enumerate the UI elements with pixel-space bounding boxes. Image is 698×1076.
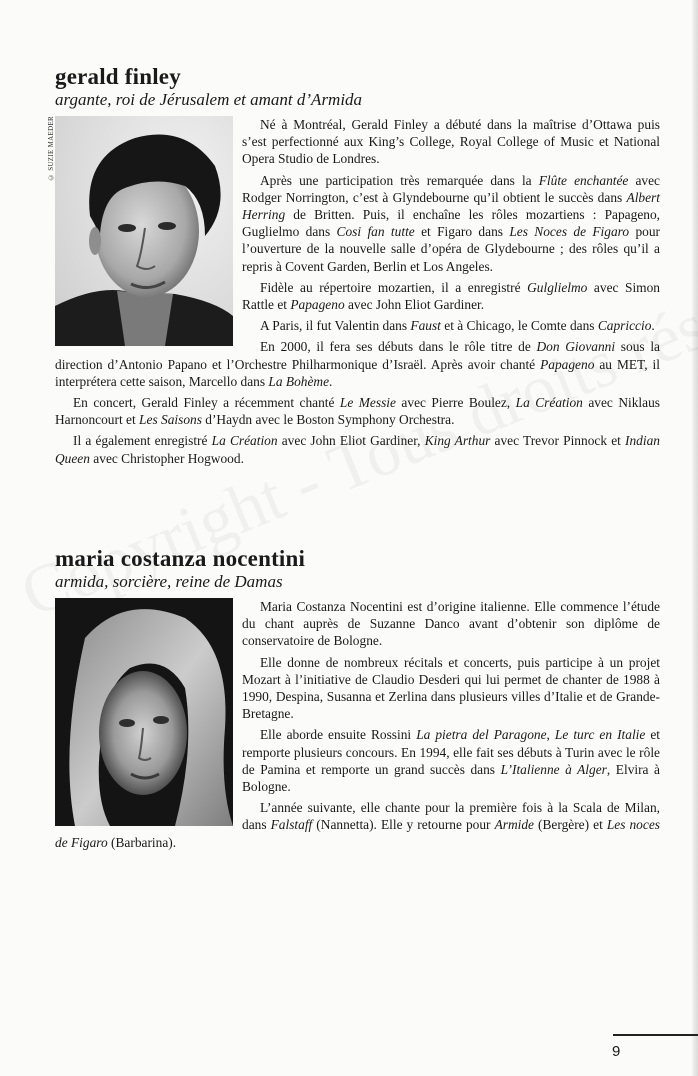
finley-bio bbox=[47, 116, 661, 467]
nocentini-role: armida, sorcière, reine de Damas bbox=[55, 572, 283, 591]
finley-section bbox=[47, 64, 661, 471]
nocentini-portrait-image bbox=[55, 598, 233, 826]
nocentini-section bbox=[55, 546, 660, 855]
finley-photo bbox=[47, 116, 233, 346]
finley-paragraph-3: Fidèle au répertoire mozartien, il a enregistré Gulglielmo avec Simon Rattle et Papageno avec John Eliot Gardiner. bbox=[242, 279, 660, 313]
finley-paragraph-2: Après une participation très remarquée dans la Flûte enchantée avec Rodger Norrington, c’est à Glyndebourne qu’il obtient le succès dans Albert Herring de Britten. Puis, il enchaîne les rôles mozartiens : Papageno, Guglielmo dans Cosi fan tutte et Figaro dans Les Noces de Figaro pour l’ouverture de la nouvelle salle d’opéra de Glydebourne ; des rôles qu’il a repris à Covent Garden, Berlin et Los Angeles. bbox=[242, 172, 661, 274]
finley-name: gerald finley bbox=[55, 64, 181, 89]
photo-credit: © SUZIE MAEDER bbox=[47, 116, 55, 182]
page-number-rule bbox=[613, 1034, 698, 1036]
nocentini-name: maria costanza nocentini bbox=[55, 546, 306, 571]
nocentini-paragraph-1: Maria Costanza Nocentini est d’origine italienne. Elle commence l’étude du chant auprès de Suzanne Danco avant d’obtenir son diplôme de conservatoire de Bologne. bbox=[242, 599, 660, 649]
finley-portrait-image bbox=[55, 116, 233, 346]
finley-role: argante, roi de Jérusalem et amant d’Armida bbox=[55, 90, 363, 109]
finley-paragraph-1: Né à Montréal, Gerald Finley a débuté dans la maîtrise d’Ottawa puis s’est perfectionné aux King’s College, Royal College of Music et National Opera Studio de Londres. bbox=[242, 117, 660, 167]
page-edge-shadow bbox=[692, 0, 698, 1076]
finley-paragraph-7: Il a également enregistré La Création avec John Eliot Gardiner, King Arthur avec Trevor Pinnock et Indian Queen avec Christopher Hogwood. bbox=[55, 433, 660, 466]
nocentini-paragraph-4: L’année suivante, elle chante pour la première fois à la Scala de Milan, dans Falstaff (Nannetta). Elle y retourne pour Armide (Bergère) et Les noces de Figaro (Barbarina). bbox=[55, 800, 660, 850]
nocentini-paragraph-3: Elle aborde ensuite Rossini La pietra del Paragone, Le turc en Italie et remporte plusieurs concours. En 1994, elle fait ses débuts à Turin avec le rôle de Pamina et remporte un grand succès dans L’Italienne à Alger, Elvira à Bologne. bbox=[242, 727, 661, 795]
nocentini-bio bbox=[55, 598, 660, 851]
finley-paragraph-6: En concert, Gerald Finley a récemment chanté Le Messie avec Pierre Boulez, La Création avec Niklaus Harnoncourt et Les Saisons d’Haydn avec le Boston Symphony Orchestra. bbox=[55, 395, 660, 428]
nocentini-paragraph-2: Elle donne de nombreux récitals et concerts, puis participe à un projet Mozart à l’initiative de Claudio Desderi qui lui permet de chanter de 1988 à 1990, Despina, Susanna et Zerlina dans plusieurs villes d’Italie et de Grande-Bretagne. bbox=[242, 654, 660, 722]
finley-paragraph-5: En 2000, il fera ses débuts dans le rôle titre de Don Giovanni sous la direction d’Antonio Papano et l’Orchestre Philharmonique d’Israël. Après avoir chanté Papageno au MET, il interprétera cette saison, Marcello dans La Bohème. bbox=[55, 339, 660, 389]
nocentini-photo bbox=[55, 598, 233, 826]
page-number: 9 bbox=[612, 1043, 621, 1060]
finley-paragraph-4: A Paris, il fut Valentin dans Faust et à Chicago, le Comte dans Capriccio. bbox=[260, 318, 655, 334]
